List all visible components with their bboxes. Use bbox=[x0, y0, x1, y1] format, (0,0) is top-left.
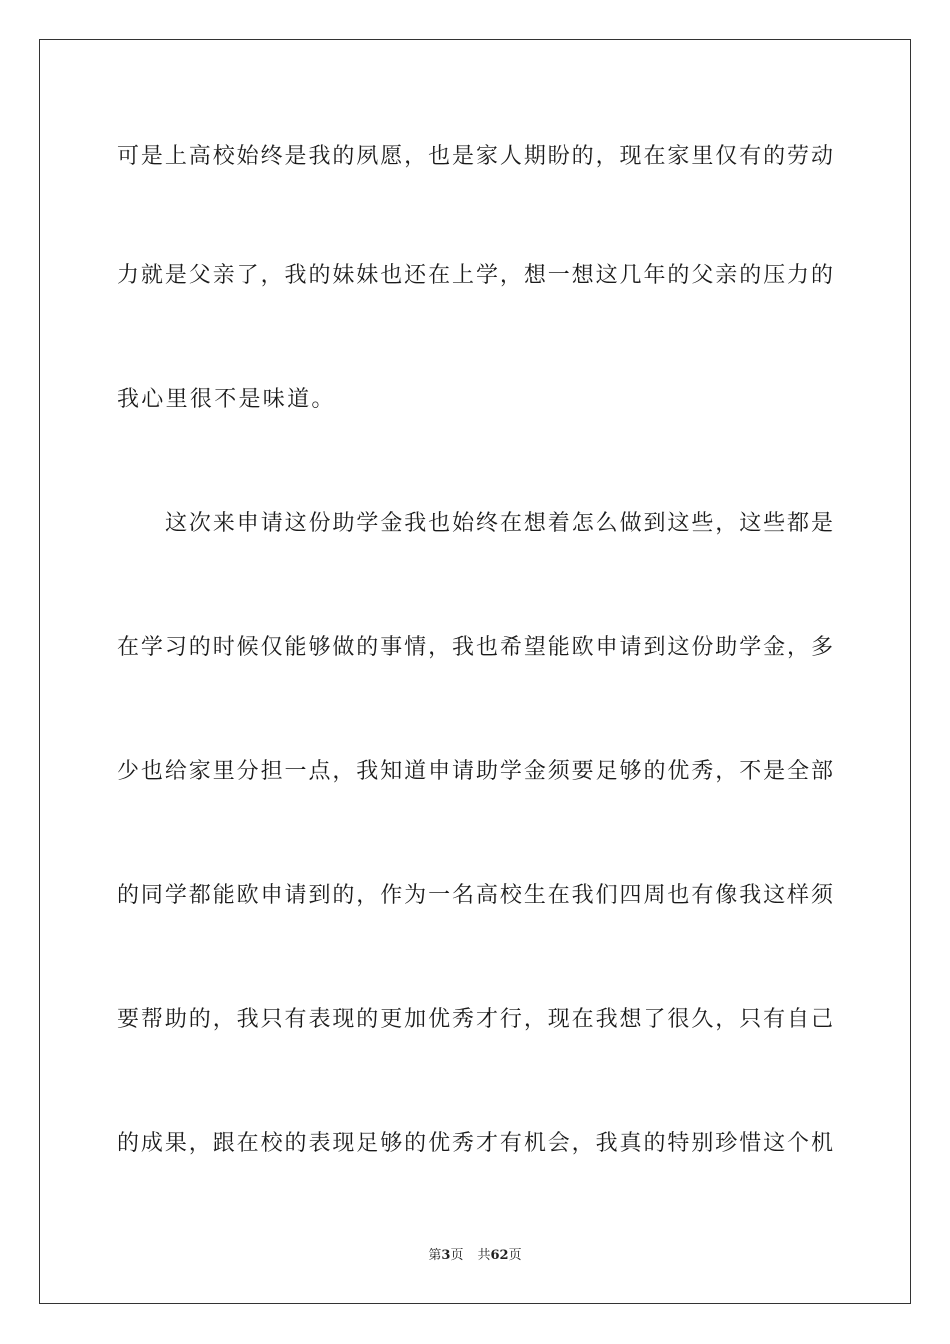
paragraph-line-3: 我心里很不是味道。 bbox=[117, 387, 336, 412]
paragraph-line-5: 在学习的时候仅能够做的事情，我也希望能欧申请到这份助学金，多 bbox=[117, 635, 833, 660]
total-suffix: 页 bbox=[508, 1248, 522, 1263]
total-prefix: 共 bbox=[477, 1248, 491, 1263]
page-footer bbox=[0, 1247, 950, 1265]
paragraph-line-7: 的同学都能欧申请到的，作为一名高校生在我们四周也有像我这样须 bbox=[117, 883, 833, 908]
page-prefix: 第 bbox=[428, 1248, 442, 1263]
paragraph-line-1: 可是上高校始终是我的夙愿，也是家人期盼的，现在家里仅有的劳动 bbox=[117, 144, 833, 169]
total-pages: 62 bbox=[490, 1248, 509, 1263]
page-border bbox=[39, 39, 911, 1304]
paragraph-line-6: 少也给家里分担一点，我知道申请助学金须要足够的优秀，不是全部 bbox=[117, 759, 833, 784]
paragraph-line-2: 力就是父亲了，我的妹妹也还在上学，想一想这几年的父亲的压力的 bbox=[117, 263, 833, 288]
page-number: 3 bbox=[441, 1248, 451, 1263]
page-suffix: 页 bbox=[450, 1248, 464, 1263]
paragraph-line-4: 这次来申请这份助学金我也始终在想着怎么做到这些，这些都是 bbox=[165, 511, 833, 536]
paragraph-line-9: 的成果，跟在校的表现足够的优秀才有机会，我真的特别珍惜这个机 bbox=[117, 1131, 833, 1156]
paragraph-line-8: 要帮助的，我只有表现的更加优秀才行，现在我想了很久，只有自己 bbox=[117, 1007, 833, 1032]
